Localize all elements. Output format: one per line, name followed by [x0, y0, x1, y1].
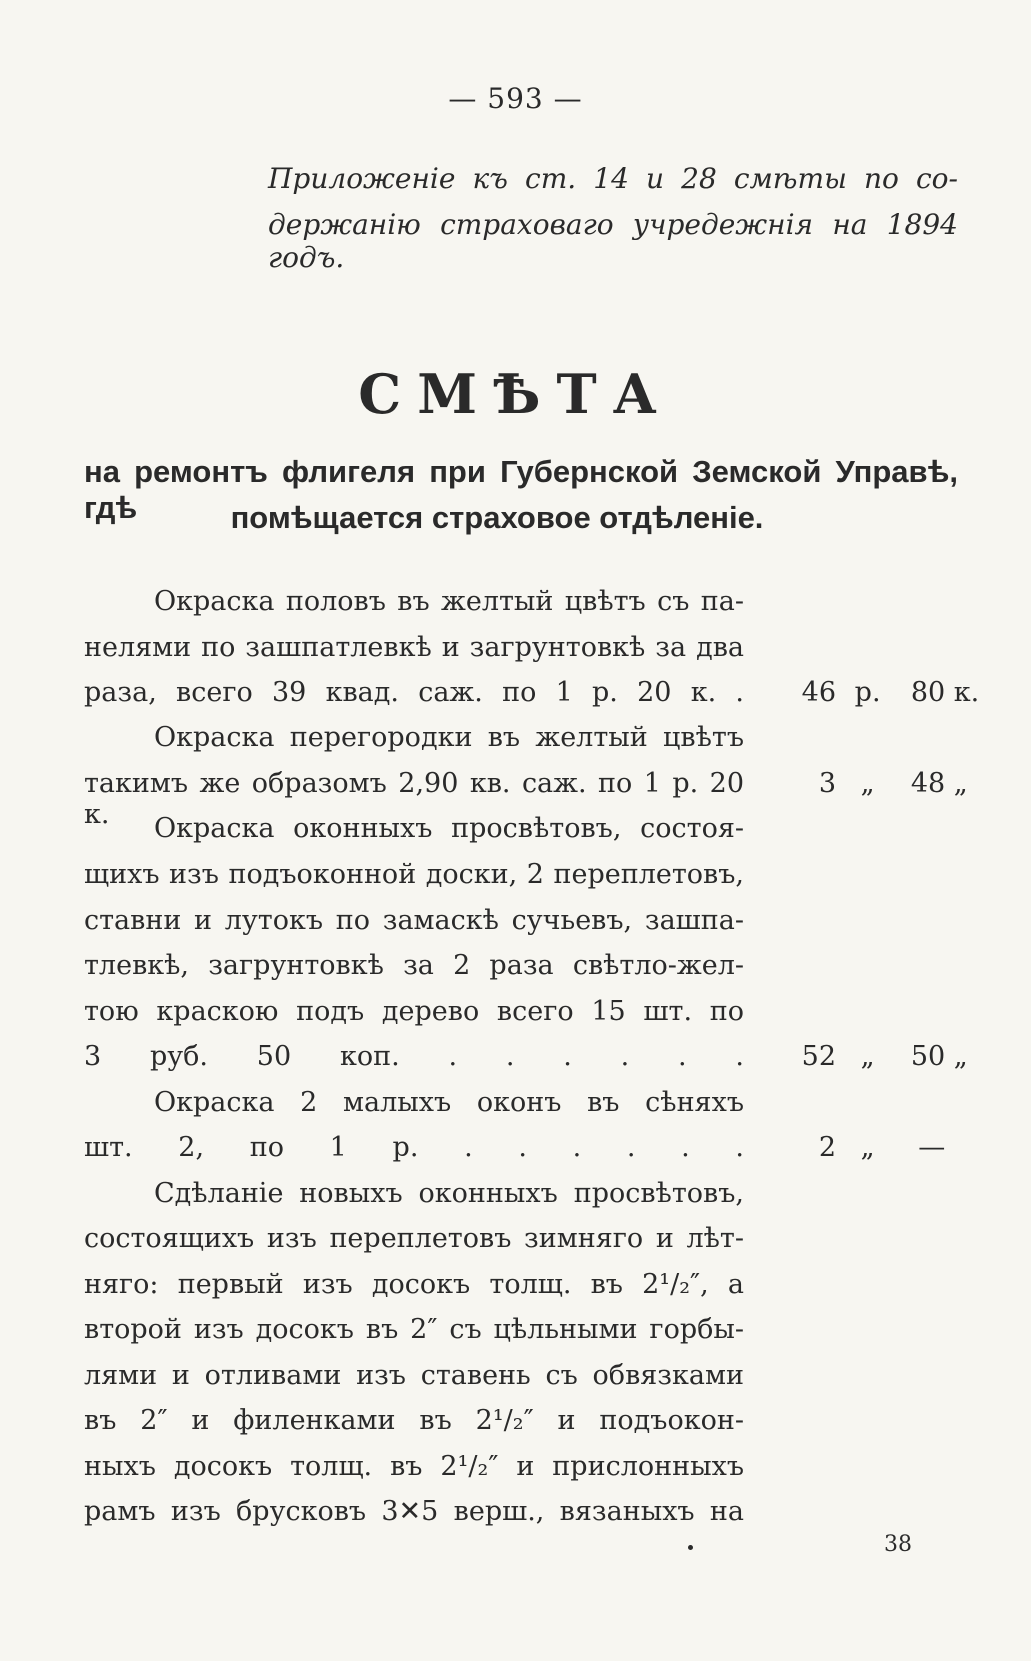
amount-row — [780, 1041, 968, 1072]
amount-kop: 50 — [910, 1041, 946, 1072]
text-line: раза, всего 39 квад. саж. по 1 р. 20 к. . — [84, 677, 744, 708]
text-line: Окраска перегородки въ желтый цвѣтъ — [154, 722, 744, 753]
amount-kop-unit: к. — [953, 677, 980, 708]
amount-rub-unit: „ — [860, 1132, 875, 1163]
dot-mark — [688, 1545, 693, 1550]
footer-sheet-number: 38 — [884, 1532, 912, 1557]
text-line: ныхъ досокъ толщ. въ 2¹/₂″ и прислонныхъ — [84, 1451, 744, 1482]
amount-rub-unit: р. — [854, 677, 881, 708]
appendix-line-1: Приложеніе къ ст. 14 и 28 смѣты по со- — [268, 162, 958, 195]
amount-kop: — — [918, 1132, 946, 1163]
text-line: ставни и лутокъ по замаскѣ сучьевъ, зашпа- — [84, 905, 744, 936]
text-line: Окраска половъ въ желтый цвѣтъ съ па- — [154, 586, 744, 617]
text-line: шт. 2, по 1 р. . . . . . . — [84, 1132, 744, 1163]
text-line: состоящихъ изъ переплетовъ зимняго и лѣт- — [84, 1223, 744, 1254]
amount-kop: 80 — [910, 677, 946, 708]
text-line: второй изъ досокъ въ 2″ съ цѣльными горбы- — [84, 1314, 744, 1345]
amount-rub-unit: „ — [860, 1041, 875, 1072]
text-line: Окраска 2 малыхъ оконъ въ сѣняхъ — [154, 1087, 744, 1118]
amount-rub: 3 — [818, 768, 836, 799]
page-number: — 593 — — [448, 82, 583, 115]
text-line: щихъ изъ подъоконной доски, 2 переплетовъ, — [84, 859, 744, 890]
amount-row — [780, 768, 968, 799]
amount-rub: 52 — [801, 1041, 836, 1072]
text-line: такимъ же образомъ 2,90 кв. саж. по 1 р. 20 к. — [84, 768, 744, 830]
text-line: няго: первый изъ досокъ толщ. въ 2¹/₂″, а — [84, 1269, 744, 1300]
text-line: Сдѣланіе новыхъ оконныхъ просвѣтовъ, — [154, 1178, 744, 1209]
appendix-line-2: держанію страховаго учредежнія на 1894 годъ. — [268, 208, 958, 274]
amount-row — [780, 1132, 960, 1163]
amount-kop: 48 — [910, 768, 946, 799]
text-line: лями и отливами изъ ставень съ обвязками — [84, 1360, 744, 1391]
text-line: въ 2″ и филенками въ 2¹/₂″ и подъокон- — [84, 1405, 744, 1436]
subtitle-line-2: помѣщается страховое отдѣленіе. — [230, 500, 764, 535]
subtitle-line-1: на ремонтъ флигеля при Губернской Земской Управѣ, гдѣ — [84, 454, 958, 525]
amount-kop-unit: „ — [953, 768, 968, 799]
text-line: тлевкѣ, загрунтовкѣ за 2 раза свѣтло-жел- — [84, 950, 744, 981]
amount-rub-unit: „ — [860, 768, 875, 799]
document-title: СМѢТА — [358, 362, 673, 426]
text-line: нелями по зашпатлевкѣ и загрунтовкѣ за два — [84, 632, 744, 663]
text-line: тою краскою подъ дерево всего 15 шт. по — [84, 996, 744, 1027]
text-line: Окраска оконныхъ просвѣтовъ, состоя- — [154, 813, 744, 844]
amount-row — [780, 677, 980, 708]
text-line: рамъ изъ брусковъ 3✕5 верш., вязаныхъ на — [84, 1496, 744, 1527]
text-line: 3 руб. 50 коп. . . . . . . — [84, 1041, 744, 1072]
amount-rub: 46 — [801, 677, 836, 708]
amount-kop-unit: „ — [953, 1041, 968, 1072]
amount-rub: 2 — [818, 1132, 836, 1163]
